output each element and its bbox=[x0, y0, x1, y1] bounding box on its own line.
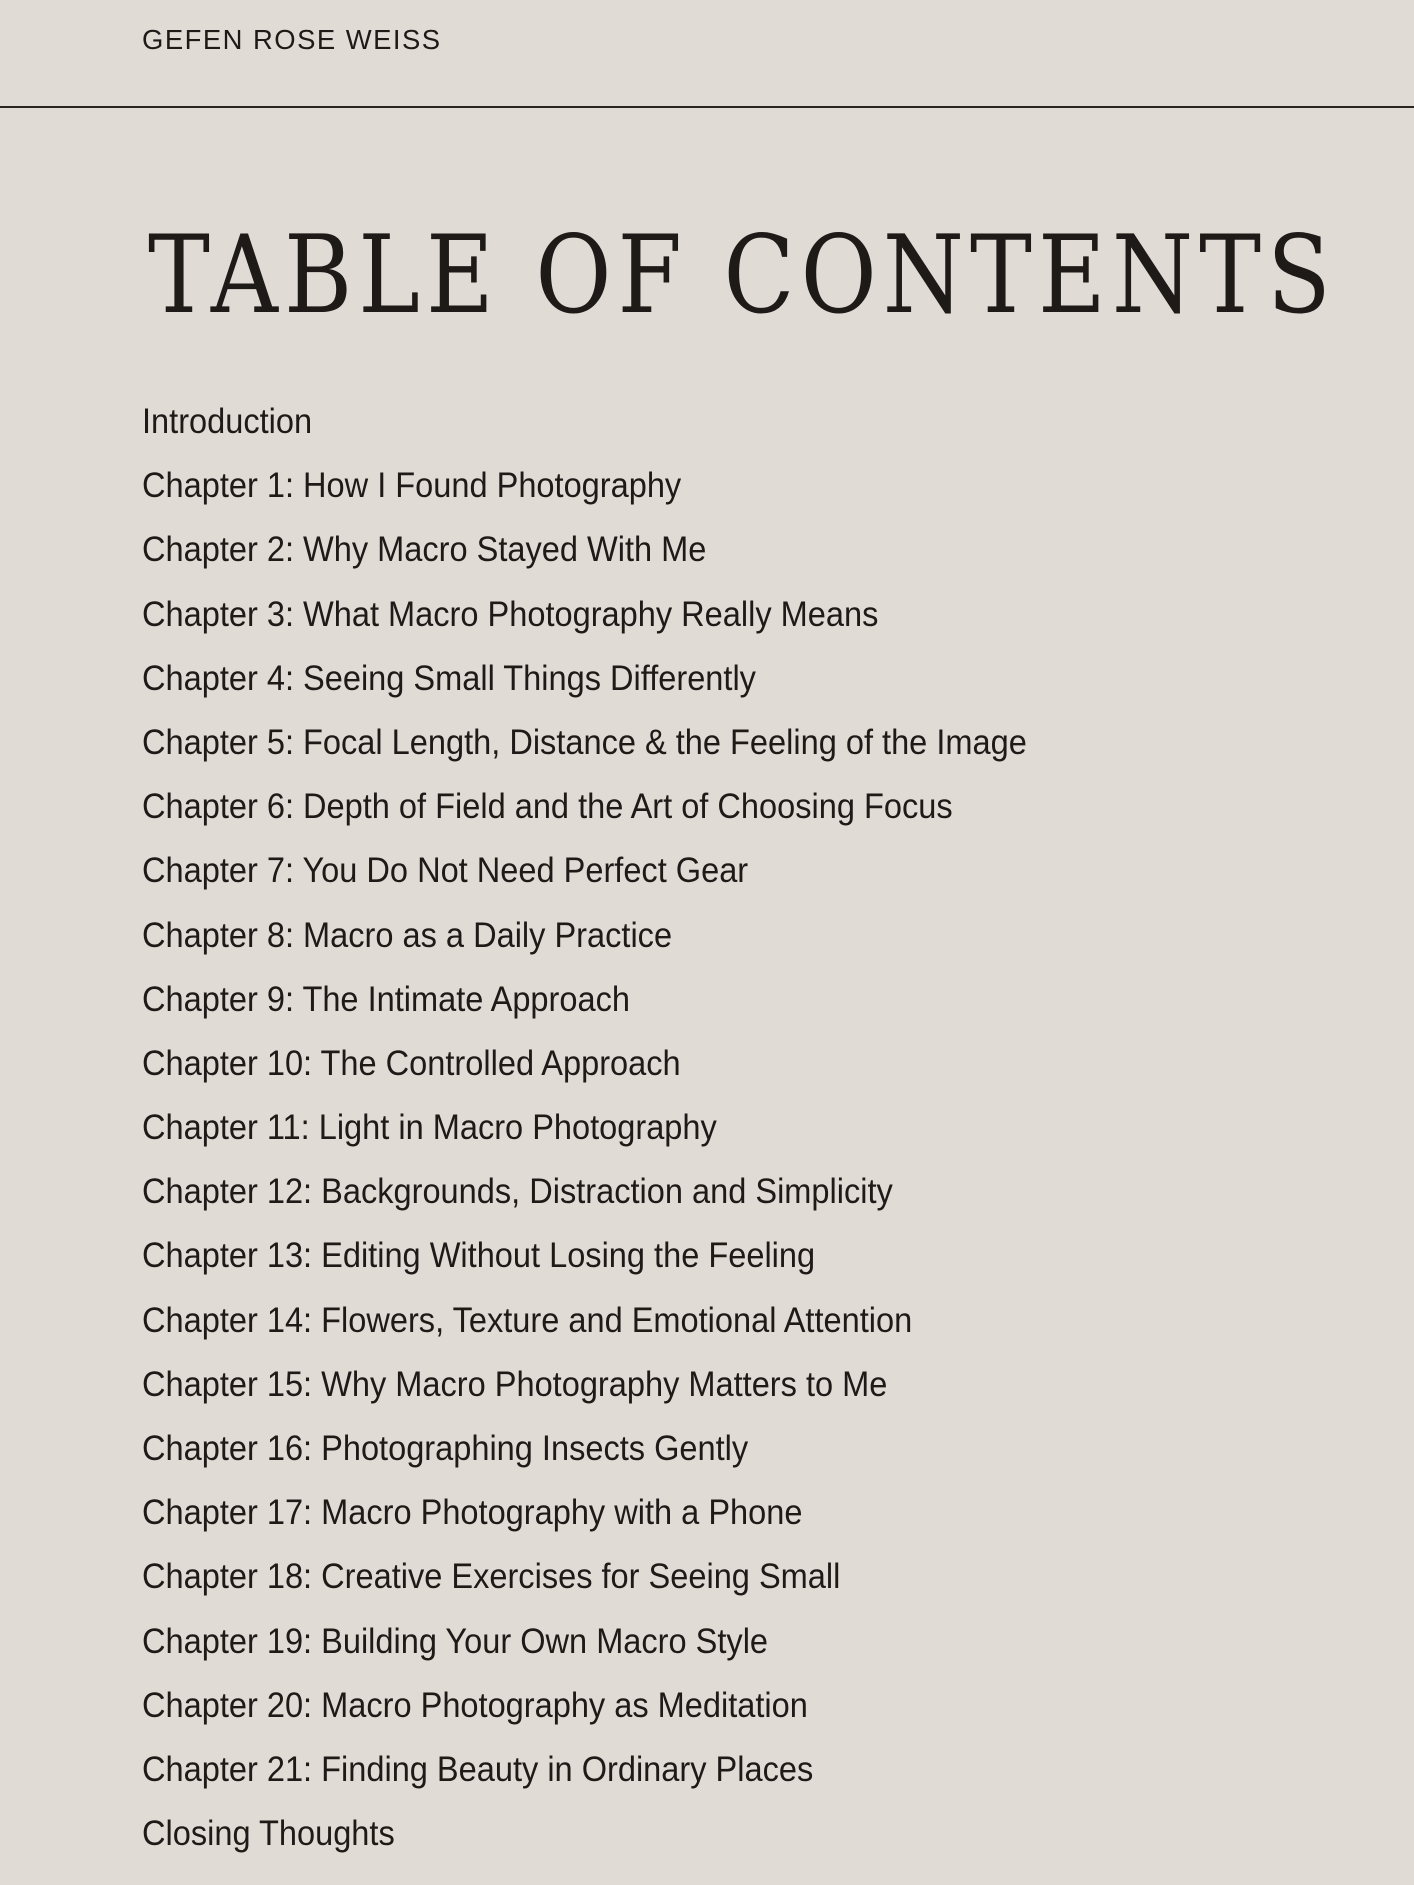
toc-item-chapter-20[interactable]: Chapter 20: Macro Photography as Meditation bbox=[142, 1685, 808, 1725]
toc-item-chapter-16[interactable]: Chapter 16: Photographing Insects Gently bbox=[142, 1429, 749, 1468]
toc-item-chapter-8[interactable]: Chapter 8: Macro as a Daily Practice bbox=[142, 915, 673, 955]
toc-item-chapter-14[interactable]: Chapter 14: Flowers, Texture and Emotional Attention bbox=[142, 1300, 913, 1340]
table-of-contents bbox=[142, 390, 1093, 1866]
toc-item-chapter-17[interactable]: Chapter 17: Macro Photography with a Phone bbox=[142, 1493, 803, 1533]
toc-item-chapter-1[interactable]: Chapter 1: How I Found Photography bbox=[142, 466, 682, 506]
toc-item-chapter-18[interactable]: Chapter 18: Creative Exercises for Seeing Small bbox=[142, 1557, 841, 1597]
header-divider bbox=[0, 106, 1414, 108]
toc-item-chapter-21[interactable]: Chapter 21: Finding Beauty in Ordinary Places bbox=[142, 1749, 814, 1789]
toc-item-introduction[interactable]: Introduction bbox=[142, 402, 313, 441]
toc-item-chapter-10[interactable]: Chapter 10: The Controlled Approach bbox=[142, 1043, 681, 1083]
toc-item-chapter-13[interactable]: Chapter 13: Editing Without Losing the Feeling bbox=[142, 1236, 816, 1276]
toc-item-chapter-6[interactable]: Chapter 6: Depth of Field and the Art of Choosing Focus bbox=[142, 787, 953, 827]
toc-item-chapter-9[interactable]: Chapter 9: The Intimate Approach bbox=[142, 979, 630, 1019]
toc-item-chapter-7[interactable]: Chapter 7: You Do Not Need Perfect Gear bbox=[142, 851, 749, 891]
toc-item-closing-thoughts[interactable]: Closing Thoughts bbox=[142, 1814, 395, 1854]
toc-item-chapter-3[interactable]: Chapter 3: What Macro Photography Really Means bbox=[142, 594, 879, 634]
toc-item-chapter-12[interactable]: Chapter 12: Backgrounds, Distraction and Simplicity bbox=[142, 1172, 893, 1212]
page-title: TABLE OF CONTENTS bbox=[148, 213, 1337, 338]
toc-item-chapter-11[interactable]: Chapter 11: Light in Macro Photography bbox=[142, 1108, 717, 1148]
toc-item-chapter-4[interactable]: Chapter 4: Seeing Small Things Differently bbox=[142, 658, 756, 698]
toc-item-chapter-19[interactable]: Chapter 19: Building Your Own Macro Style bbox=[142, 1621, 769, 1661]
toc-item-chapter-15[interactable]: Chapter 15: Why Macro Photography Matters to Me bbox=[142, 1364, 888, 1404]
author-name: GEFEN ROSE WEISS bbox=[142, 24, 442, 55]
toc-item-chapter-5[interactable]: Chapter 5: Focal Length, Distance & the Feeling of the Image bbox=[142, 722, 1027, 762]
toc-item-chapter-2[interactable]: Chapter 2: Why Macro Stayed With Me bbox=[142, 530, 707, 570]
